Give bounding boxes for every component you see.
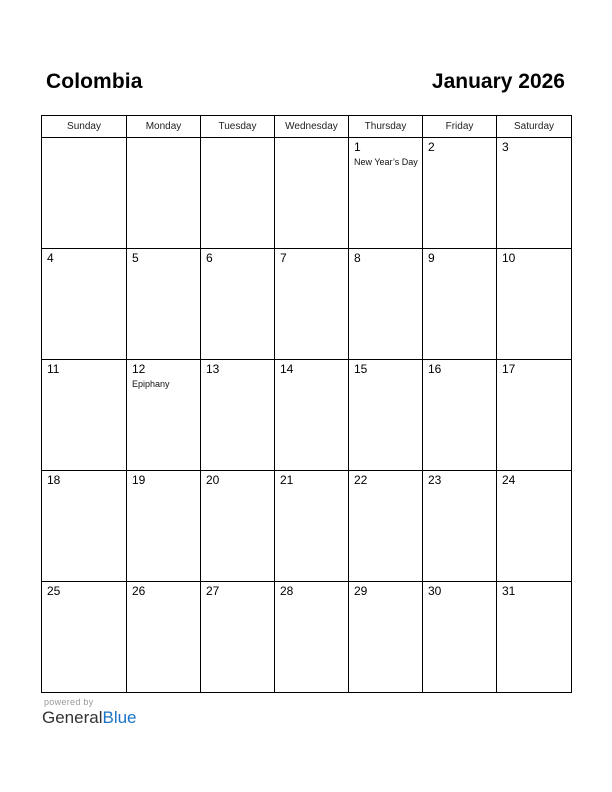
day-number: 11 [47,362,60,376]
day-number: 25 [47,584,61,598]
calendar-day-cell [201,249,275,360]
calendar-day-cell [275,360,349,471]
day-number: 10 [502,251,516,265]
calendar-day-cell [201,138,275,249]
holiday-label: New Year’s Day [354,157,418,167]
calendar-week-row [42,249,572,360]
weekday-header: Sunday [42,116,127,138]
day-number: 2 [428,140,435,154]
weekday-header: Tuesday [201,116,275,138]
calendar-day-cell [201,582,275,693]
weekday-header: Thursday [349,116,423,138]
calendar-day-cell [423,582,497,693]
day-number: 15 [354,362,368,376]
weekday-header: Friday [423,116,497,138]
calendar-day-cell [349,249,423,360]
calendar-day-cell [497,471,572,582]
day-number: 20 [206,473,220,487]
calendar-day-cell [127,360,201,471]
weekday-header: Monday [127,116,201,138]
day-number: 1 [354,140,361,154]
day-number: 9 [428,251,435,265]
calendar-day-cell [275,471,349,582]
holiday-label: Epiphany [132,379,170,389]
day-number: 13 [206,362,220,376]
calendar-week-row [42,471,572,582]
calendar-day-cell [275,582,349,693]
calendar-day-cell [497,360,572,471]
day-number: 26 [132,584,146,598]
day-number: 23 [428,473,442,487]
day-number: 27 [206,584,220,598]
day-number: 28 [280,584,294,598]
day-number: 6 [206,251,213,265]
calendar-day-cell [127,249,201,360]
day-number: 30 [428,584,442,598]
calendar-country-title: Colombia [46,70,143,93]
calendar-day-cell [349,138,423,249]
calendar-day-cell [497,582,572,693]
weekday-header: Wednesday [275,116,349,138]
day-number: 7 [280,251,287,265]
calendar-day-cell [275,138,349,249]
weekday-header: Saturday [497,116,572,138]
calendar-day-cell [349,360,423,471]
calendar-day-cell [497,138,572,249]
calendar-day-cell [127,582,201,693]
day-number: 4 [47,251,54,265]
calendar-day-cell [42,138,127,249]
day-number: 12 [132,362,146,376]
calendar-day-cell [127,471,201,582]
calendar-week-row [42,138,572,249]
day-number: 29 [354,584,368,598]
day-number: 16 [428,362,442,376]
day-number: 17 [502,362,516,376]
day-number: 3 [502,140,509,154]
calendar-grid [41,115,572,693]
day-number: 19 [132,473,146,487]
calendar-day-cell [349,582,423,693]
calendar-day-cell [497,249,572,360]
calendar-day-cell [127,138,201,249]
day-number: 5 [132,251,139,265]
generalblue-logo [42,708,137,728]
brand-part-blue: Blue [102,708,137,727]
day-number: 21 [280,473,294,487]
day-number: 31 [502,584,516,598]
weekday-header-row [42,116,572,138]
brand-part-general: General [42,708,103,727]
day-number: 18 [47,473,61,487]
calendar-month-title: January 2026 [431,70,565,93]
calendar-day-cell [201,360,275,471]
calendar-day-cell [201,471,275,582]
day-number: 14 [280,362,294,376]
calendar-day-cell [42,582,127,693]
calendar-day-cell [349,471,423,582]
calendar-day-cell [423,138,497,249]
day-number: 24 [502,473,516,487]
calendar-day-cell [423,471,497,582]
calendar-week-row [42,360,572,471]
calendar-day-cell [423,360,497,471]
day-number: 22 [354,473,368,487]
calendar-day-cell [423,249,497,360]
calendar-day-cell [42,471,127,582]
calendar-day-cell [42,360,127,471]
day-number: 8 [354,251,361,265]
powered-by-label: powered by [44,697,94,707]
calendar-day-cell [275,249,349,360]
calendar-week-row [42,582,572,693]
calendar-day-cell [42,249,127,360]
